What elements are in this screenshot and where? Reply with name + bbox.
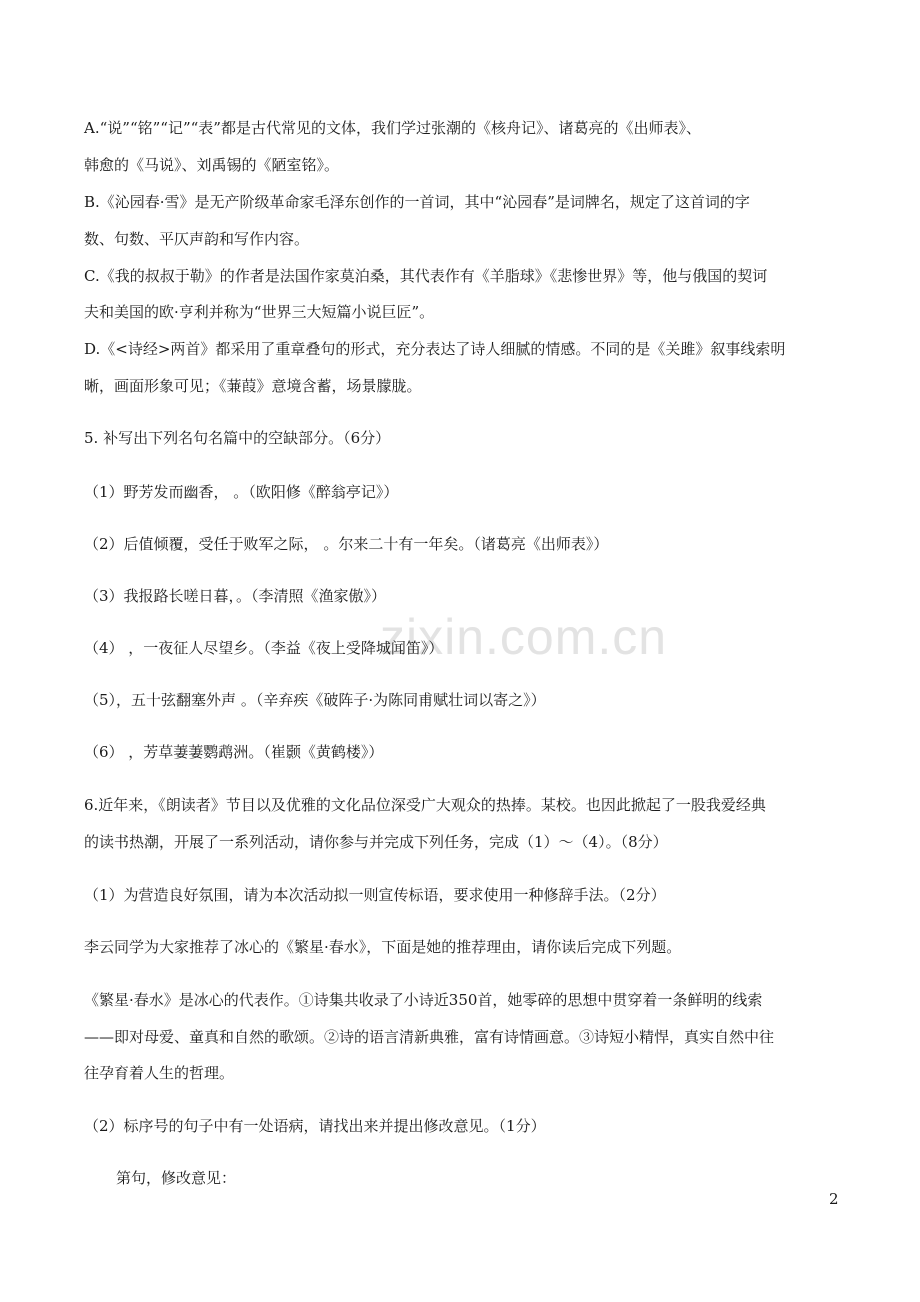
option-c-line-2: 夫和美国的欧·亨利并称为“世界三大短篇小说巨匠”。 xyxy=(84,303,435,321)
q5-item-2: （2）后值倾覆，受任于败军之际， 。尔来二十有一年矣。（诸葛亮《出师表》） xyxy=(84,535,609,553)
page-number: 2 xyxy=(829,1190,839,1208)
recommendation-line-2: ——即对母爱、童真和自然的歌颂。②诗的语言清新典雅，富有诗情画意。③诗短小精悍，真实自然中往 xyxy=(84,1028,775,1046)
recommendation-intro: 李云同学为大家推荐了冰心的《繁星·春水》，下面是她的推荐理由，请你读后完成下列题。 xyxy=(84,938,682,956)
option-b-line-1: B.《沁园春·雪》是无产阶级革命家毛泽东创作的一首词，其中“沁园春”是词牌名，规定了这首词的字 xyxy=(84,193,750,211)
option-d-line-1: D.《<诗经>两首》都采用了重章叠句的形式，充分表达了诗人细腻的情感。不同的是《关雎》叙事线索明 xyxy=(84,340,786,358)
option-a-line-1: A.“说”“铭”“记”“表”都是古代常见的文体，我们学过张潮的《核舟记》、诸葛亮的《出师表》、 xyxy=(84,119,701,137)
option-a-line-2: 韩愈的《马说》、刘禹锡的《陋室铭》。 xyxy=(84,156,340,174)
question-5-title: 5. 补写出下列名句名篇中的空缺部分。（6分） xyxy=(84,429,391,447)
q5-item-6: （6） ，芳草萋萋鹦鹉洲。（崔颢《黄鹤楼》） xyxy=(84,743,384,761)
answer-prompt: 第句，修改意见： xyxy=(116,1169,237,1187)
q6-task-2: （2）标序号的句子中有一处语病，请找出来并提出修改意见。（1分） xyxy=(84,1117,546,1135)
q5-item-5: （5），五十弦翻塞外声 。（辛弃疾《破阵子·为陈同甫赋壮词以寄之》） xyxy=(84,691,546,709)
option-b-line-2: 数、句数、平仄声韵和写作内容。 xyxy=(84,230,310,248)
recommendation-line-1: 《繁星·春水》是冰心的代表作。①诗集共收录了小诗近350首，她零碎的思想中贯穿着一条鲜明的线索 xyxy=(84,991,763,1009)
q5-item-3: （3）我报路长嗟日暮，。（李清照《渔家傲》） xyxy=(84,587,387,605)
q6-task-1: （1）为营造良好氛围，请为本次活动拟一则宣传标语，要求使用一种修辞手法。（2分） xyxy=(84,886,666,904)
watermark: zixin.com.cn xyxy=(380,609,668,665)
question-6-line-2: 的读书热潮，开展了一系列活动，请你参与并完成下列任务，完成（1）～（4）。（8分） xyxy=(84,833,668,851)
question-6-line-1: 6.近年来，《朗读者》节目以及优雅的文化品位深受广大观众的热捧。某校。也因此掀起了一股我爱经典 xyxy=(84,796,766,814)
q5-item-1: （1）野芳发而幽香， 。（欧阳修《醉翁亭记》） xyxy=(84,483,399,501)
recommendation-line-3: 往孕育着人生的哲理。 xyxy=(84,1064,235,1082)
option-d-line-2: 晰，画面形象可见；《蒹葭》意境含蓄，场景朦胧。 xyxy=(84,377,422,395)
option-c-line-1: C.《我的叔叔于勒》的作者是法国作家莫泊桑，其代表作有《羊脂球》《悲惨世界》等，他与俄国的契诃 xyxy=(84,267,768,285)
q5-item-4: （4） ，一夜征人尽望乡。（李益《夜上受降城闻笛》） xyxy=(84,639,444,657)
